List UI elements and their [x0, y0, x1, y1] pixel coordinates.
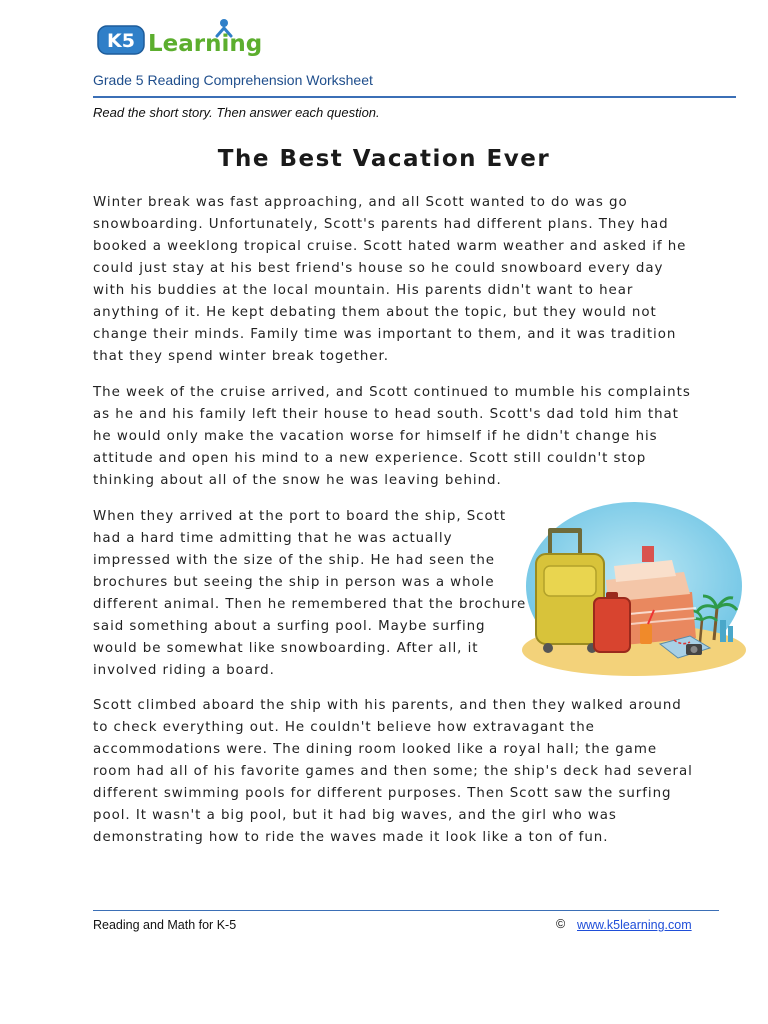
travel-luggage-cruise-illustration — [514, 500, 746, 680]
header-divider — [93, 96, 736, 98]
story-paragraph: Scott climbed aboard the ship with his parents, and then they walked around to check everything out. He couldn't believe how extravagant the accommodations were. The dining room looked like a royal hall; the game room had all of his favorite games and then some; the ship's deck had several different swimming pools for different purposes. Then Scott saw the surfing pool. It wasn't a big pool, but it had big waves, and the girl who was demonstrating how to ride the waves made it look like a ton of fun. — [93, 698, 693, 845]
instructions: Read the short story. Then answer each question. — [93, 105, 380, 120]
copyright-symbol: © — [556, 917, 566, 931]
story-title: The Best Vacation Ever — [217, 146, 551, 172]
worksheet-title: Grade 5 Reading Comprehension Worksheet — [93, 72, 373, 88]
logo-badge-text: K5 — [107, 30, 135, 52]
footer-tagline: Reading and Math for K-5 — [93, 918, 237, 932]
story-paragraph: The week of the cruise arrived, and Scott continued to mumble his complaints as he and his family left their house to head south. Scott's dad told him that he would only make the vacation worse for himself if he didn't change his attitude and open his mind to a new experience. Scott still couldn't stop thinking about all of the snow he was leaving behind. — [93, 385, 691, 488]
story-paragraph: When they arrived at the port to board the ship, Scott had a hard time admitting that he was actually impressed with the size of the ship. He had seen the brochures but seeing the ship in person was a whole different animal. Then he remembered that the brochure said something about a surfing pool. Maybe surfing would be somewhat like snowboarding. After all, it involved riding a board. — [93, 509, 527, 678]
k5-learning-logo[interactable] — [96, 14, 266, 60]
logo-word: Learning — [148, 31, 263, 57]
footer-divider — [93, 910, 719, 911]
website-link[interactable]: www.k5learning.com — [577, 918, 692, 932]
story-paragraph: Winter break was fast approaching, and all Scott wanted to do was go snowboarding. Unfortunately, Scott's parents had different plans. They had booked a weeklong tropical cruise. Scott hated warm weather and asked if he could just stay at his best friend's house so he could snowboard every day with his buddies at the local mountain. His parents didn't want to hear anything of it. He kept debating them about the topic, but they would not change their minds. Family time was important to them, and it was tradition that they spend winter break together. — [93, 195, 687, 364]
